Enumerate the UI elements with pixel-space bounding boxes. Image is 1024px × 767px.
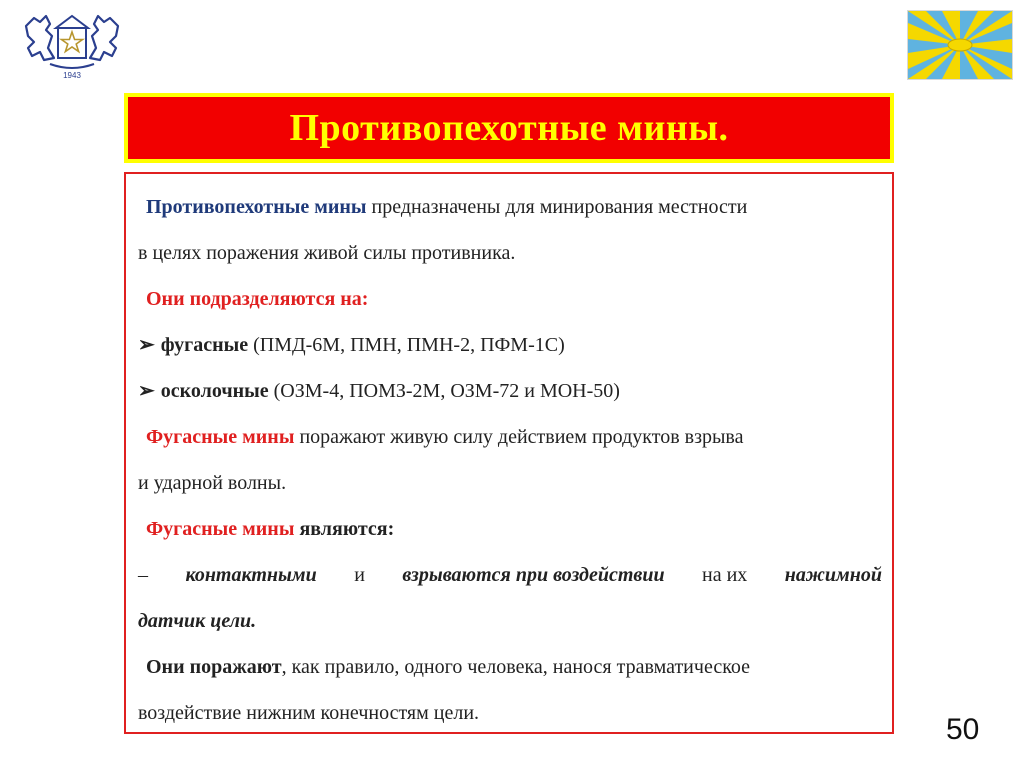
- paragraph-purpose-line1: [138, 184, 882, 230]
- term-antipersonnel-mines: Противопехотные мины: [146, 196, 367, 218]
- contact-word: контактными: [185, 564, 317, 586]
- paragraph-damage-line2: воздействие нижним конечностям цели.: [138, 702, 480, 724]
- purpose-text-line1: предназначены для минирования местности: [366, 196, 748, 218]
- page-number: 50: [946, 713, 980, 746]
- paragraph-damage-line1: [138, 644, 882, 690]
- subdivision-heading-text: Они подразделяются на:: [146, 288, 369, 310]
- blast-effect-text-line1: поражают живую силу действием продуктов взрыва: [294, 426, 744, 448]
- slide-title: Противопехотные мины.: [289, 107, 729, 149]
- content-box: [124, 172, 894, 734]
- list-item-blast-models: (ПМД-6М, ПМН, ПМН-2, ПФМ-1С): [248, 334, 565, 356]
- list-marker-icon: ➢: [138, 380, 155, 402]
- term-blast-mines: Фугасные мины: [146, 518, 295, 540]
- list-item-fragmentation-models: (ОЗМ-4, ПОМЗ-2М, ОЗМ-72 и МОН-50): [268, 380, 620, 402]
- air-force-flag-icon: [907, 10, 1013, 80]
- paragraph-blast-are: [138, 506, 882, 552]
- paragraph-purpose-line2: в целях поражения живой силы противника.: [138, 242, 516, 264]
- subdivision-heading: [138, 276, 882, 322]
- they-damage-text: Они поражают: [146, 656, 282, 678]
- list-item-fragmentation: [138, 368, 882, 414]
- paragraph-blast-effect-line2: и ударной волны.: [138, 472, 287, 494]
- paragraph-contact-line2: [138, 598, 882, 644]
- dash-marker: –: [138, 564, 148, 586]
- title-banner: [124, 93, 894, 163]
- list-item-blast: [138, 322, 882, 368]
- university-crest-icon: [20, 8, 124, 82]
- list-marker-icon: ➢: [138, 334, 155, 356]
- target-sensor-text: датчик цели.: [138, 610, 257, 632]
- explode-phrase: взрываются при воздействии: [402, 564, 665, 586]
- pressure-word: нажимной: [784, 564, 882, 586]
- on-their-word: на их: [702, 564, 748, 586]
- paragraph-blast-effect-line1: [138, 414, 882, 460]
- and-word: и: [354, 564, 365, 586]
- paragraph-contact-line1: [138, 552, 882, 598]
- list-item-blast-term: фугасные: [160, 334, 249, 356]
- blast-are-text: являются:: [294, 518, 395, 540]
- logo-year: 1943: [63, 71, 81, 80]
- damage-text-line1: , как правило, одного человека, нанося травматическое: [281, 656, 751, 678]
- term-blast-mines: Фугасные мины: [146, 426, 295, 448]
- list-item-fragmentation-term: осколочные: [160, 380, 269, 402]
